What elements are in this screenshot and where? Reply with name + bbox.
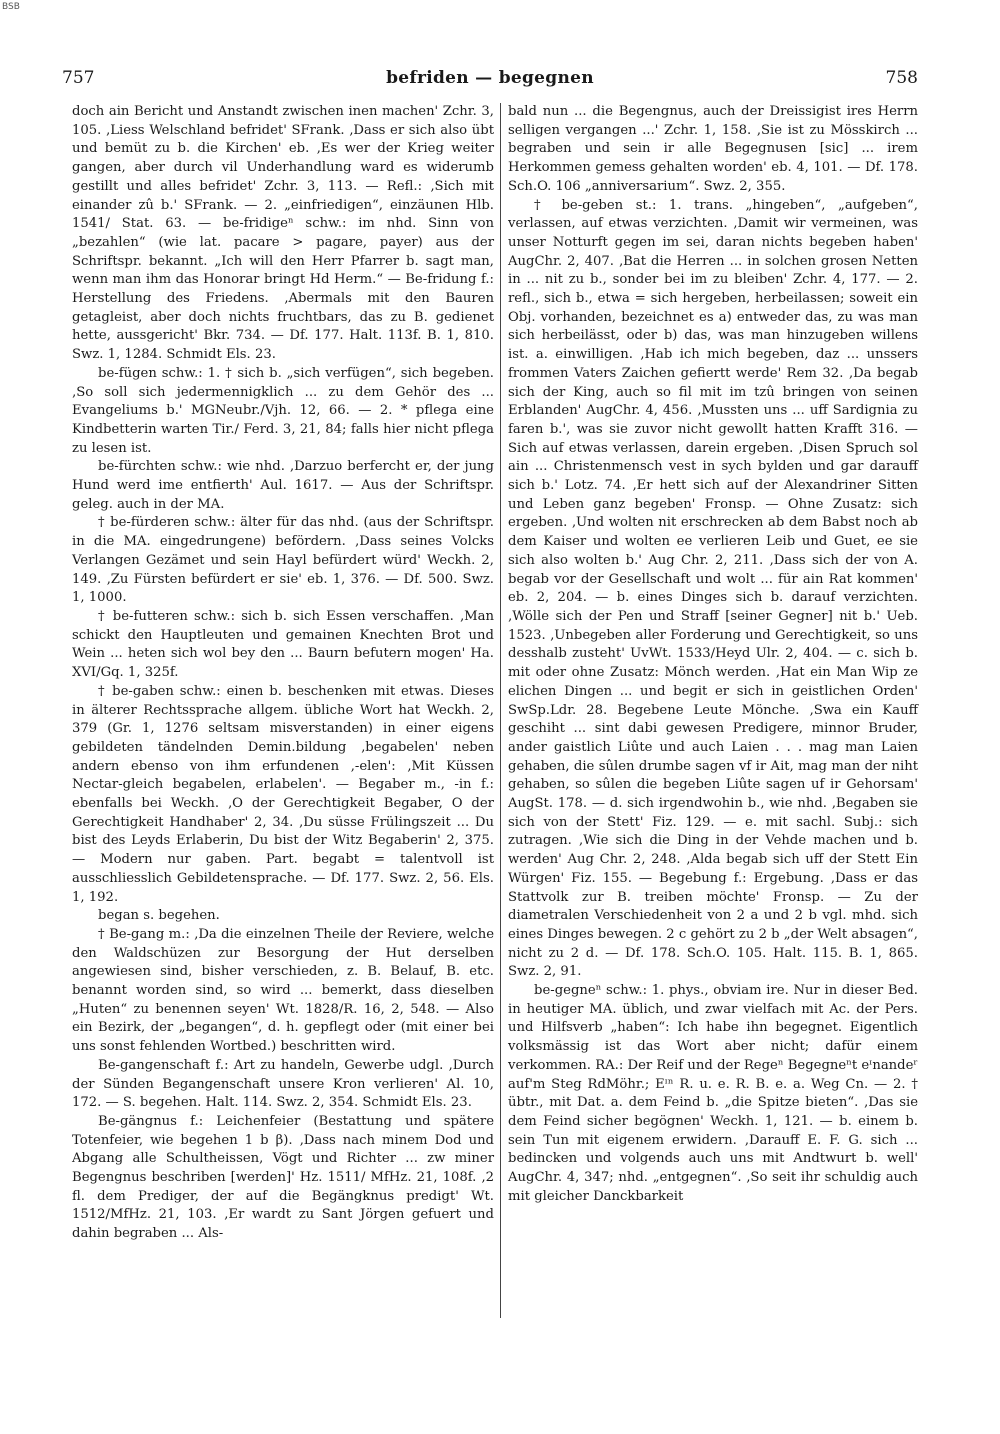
entry-befuerderen: † be-fürderen schw.: älter für das nhd. (aus der Schriftspr. in die MA. eingedrungene) befördern. ‚Dass seines Volcks Verlangen Gezämet und sein Hayl befürdert würd' Weckh. 2, 149. ‚Zu Fürsten befürdert er sie' eb. 1, 376. — Df. 500. Swz. 1, 1000. bbox=[72, 515, 494, 606]
entry-befutteren: † be-futteren schw.: sich b. sich Essen verschaffen. ‚Man schickt den Hauptleuten und gemainen Knechten Brot und Wein ... heten sich wol bey den ... Baurn befutern mogen' Ha. XVI/Gq. 1, 325f. bbox=[72, 608, 494, 681]
entry-befuegen: be-fügen schw.: 1. † sich b. „sich verfügen“, sich begeben. ‚So soll sich jedermennigklich ... zu dem Gehör des ... Evangeliums b.' MGNeubr./Vjh. 12, 66. — 2. * pflega eine Kindbetterin warten Tir./ Ferd. 3, 21, 84; falls hier nicht pflega zu lesen ist. bbox=[72, 365, 494, 456]
right-column bbox=[508, 103, 918, 1206]
entry-befuerchten: be-fürchten schw.: wie nhd. ‚Darzuo berfercht er, der jung Hund werd ime entfierth' Aul. 1617. — Aus der Schriftspr. geleg. auch in der MA. bbox=[72, 459, 494, 512]
entry-begangenschaft: Be-gangenschaft f.: Art zu handeln, Gewerbe udgl. ‚Durch der Sünden Begangenschaft unsere Kron verlieren' Al. 10, 172. — S. begehen. Halt. 114. Swz. 2, 354. Schmidt Els. 23. bbox=[72, 1057, 494, 1111]
entry-befriden: doch ain Bericht und Anstandt zwischen inen machen' Zchr. 3, 105. ‚Liess Welschland befridet' SFrank. ‚Dass er sich also übt und bemüt zu b. die Kirchen' eb. ‚Es wer der Krieg weiter gangen, aber durch vil Underhandlung ward es widerumb gestillt und alles befridet' Zchr. 3, 113. — Refl.: ‚Sich mit einander zû b.' SFrank. — 2. „einfriedigen“, einzäunen Hlb. 1541/ Stat. 63. — be-fridigeⁿ schw.: im nhd. Sinn von „bezahlen“ (wie lat. pacare > pagare, payer) aus der Schriftspr. bekannt. „Ich will den Herr Pfarrer b. sagt man, wenn man ihm das Honorar bringt Hd Herm.“ — Be-fridung f.: Herstellung des Friedens. ‚Abermals mit den Bauren getagleist, aber doch nichts fruchtbars, das zu B. gedienet hette, aussgericht' Bkr. 734. — Df. 177. Halt. 113f. B. 1, 810. Swz. 1, 1284. Schmidt Els. 23. bbox=[72, 104, 494, 363]
entry-begang: † Be-gang m.: ‚Da die einzelnen Theile der Reviere, welche den Waldschüzen zur Besorgung der Hut derselben angewiesen sind, bisher verschieden, z. B. Belauf, B. etc. benannt worden sind, so wird ... bemerkt, dass dieselben „Huten“ zu benennen seyen' Wt. 1828/R. 16, 2, 548. — Also ein Bezirk, der „begangen“, d. h. gepflegt oder (mit einer bei uns sonst fehlenden Wortbed.) beschritten wird. bbox=[72, 926, 494, 1055]
entry-begeben: † be-geben st.: 1. trans. „hingeben“, „aufgeben“, verlassen, auf etwas verzichten. ‚Damit wir vermeinen, was unser Notturft gegen im sei, daran nichts begeben haben' AugChr. 2, 407. ‚Bat die Herren ... in solchen grosen Netten in ... nit zu b., sonder bei im zu bleiben' Zchr. 4, 177. — 2. refl., sich b., etwa = sich hergeben, herbeilassen; soweit ein Obj. vorhanden, bezeichnet es a) entweder das, zu was man sich herbeilässt, oder b) das, was man hinzugeben willens ist. a. einwilligen. ‚Hab ich mich begeben, daz ... unssers frommen Vaters Zaichen gefiertt werde' Rem 32. ‚Da begab sich der King, auch so fil mit im tzû bringen von seinen Erblanden' AugChr. 4, 456. ‚Mussten uns ... uff Sardignia zu faren b.', was sie zuvor nicht gewollt hatten Krafft 316. — Sich auf etwas verlassen, darein ergeben. ‚Disen Spruch sol ain ... Christenmensch vest in sych bylden und gar darauff sich b.' Lotz. 74. ‚Er hett sich auf der Alexandriner Sitten und Leben ganz begeben' Fronsp. — Ohne Zusatz: sich ergeben. ‚Und wolten nit erschrecken ab dem Babst noch ab dem Kaiser und wolten ee verlieren Leib und Guet, ee sie sich also wolten b.' Aug Chr. 2, 211. ‚Dass sich der von A. begab vor der Gesellschaft und wolt ... für ain Rat kommen' eb. 2, 204. — b. eines Dinges sich b. darauf verzichten. ‚Wölle sich der Pen und Straff [seiner Gegner] nit b.' Ueb. 1523. ‚Unbegeben aller Forderung und Gerechtigkeit, so uns desshalb zusteht' UvWt. 1533/Heyd Ulr. 2, 404. — c. sich b. mit oder ohne Zusatz: Mönch werden. ‚Hat ein Man Wip ze elichen Dingen ... und begit er sich in geistlichen Orden' SwSp.Ldr. 28. Begebene Leute Mönche. ‚Swa ein Kauff geschiht ... sint dabi gewesen Predigere, minnor Bruder, ander gaistlich Liûte und auch Laien . . . mag man Laien gehaben, die sûlen drumbe sagen vf ir Ait, mag man der niht gehaben, so sûlen die begeben Liûte sagen uf ir Gehorsam' AugSt. 178. — d. sich irgendwohin b., wie nhd. ‚Begaben sie sich von der Stett' Fiz. 129. — e. mit sachl. Subj.: sich zutragen. ‚Wie sich die Ding in der Vehde machen und b. werden' Aug Chr. 2, 248. ‚Alda begab sich uff der Stett Ein Würgen' Fiz. 155. — Begebung f.: Ergebung. ‚Dass er das Stattvolk zur B. treiben möchte' Fronsp. — Zu der diametralen Verschiedenheit von 2 a und 2 b vgl. mhd. sich eines Dinges bewegen. 2 c gehört zu 2 b „der Welt absagen“, nicht zu 2 d. — Df. 178. Sch.O. 105. Halt. 115. B. 1, 865. Swz. 2, 91. bbox=[508, 197, 918, 980]
entry-begaengnus: Be-gängnus f.: Leichenfeier (Bestattung und spätere Totenfeier, wie begehen 1 b β). ‚Dass nach minem Dod und Abgang alle Schultheissen, Vögt und Richter ... zw miner Begengnus beschriben [werden]' Hz. 1511/ MfHz. 21, 108f. ‚2 fl. dem Prediger, der auf die Begängknus predigt' Wt. 1512/MfHz. 21, 103. ‚Er wardt zu Sant Jörgen gefuert und dahin begraben ... Als- bbox=[72, 1113, 494, 1242]
library-stamp: BSB bbox=[2, 2, 20, 12]
page-number-right: 758 bbox=[885, 68, 918, 88]
column-divider bbox=[500, 103, 501, 1318]
entry-begaben: † be-gaben schw.: einen b. beschenken mit etwas. Dieses in älterer Rechtssprache allgem. übliche Wort hat Weckh. 2, 379 (Gr. 1, 1276 seltsam misverstanden) in einer eigens gebildeten tändelnden Demin.bildung ‚begabelen' neben andern ebenso von ihm erfundenen ‚-elen': ‚Mit Küssen Nectar-gleich begabelen, erlabelen'. — Begaber m., -in f.: ebenfalls bei Weckh. ‚O der Gerechtigkeit Begaber, O der Gerechtigkeit Handhaber' 2, 34. ‚Du süsse Frülingszeit ... Du bist des Leyds Erlaberin, Du bist der Witz Begaberin' 2, 375. — Modern nur gaben. Part. begabt = talentvoll ist ausschliesslich Gebildetensprache. — Df. 177. Swz. 2, 56. Els. 1, 192. bbox=[72, 683, 494, 905]
page-number-left: 757 bbox=[62, 68, 95, 88]
running-head: befriden — begegnen bbox=[386, 68, 594, 88]
entry-begegnen: be-gegneⁿ schw.: 1. phys., obviam ire. Nur in dieser Bed. in heutiger MA. üblich, und zwar vielfach mit Ac. der Pers. und Hilfsverb „haben“: Ich habe ihn begegnet. Eigentlich volksmässig ist das Wort aber nicht; dafür einem verkommen. RA.: Der Reif und der Regeⁿ Begegneⁿt eᶦnandeʳ auf'm Steg RdMöhr.; Eᶦⁿ R. u. e. R. B. e. a. Weg Cn. — 2. † übtr., mit Dat. a. dem Feind b. „die Spitze bieten“. ‚Das sie dem Feind sicher begögnen' Weckh. 1, 121. — b. einem b. sein Tun mit eigenem erwidern. ‚Darauff E. F. G. sich ... bedincken und volgends auch uns mit Andtwurt b. well' AugChr. 4, 347; nhd. „entgegnen“. ‚So seit ihr schuldig auch mit gleicher Danckbarkeit bbox=[508, 983, 918, 1204]
entry-begaengnus-cont: bald nun ... die Begengnus, auch der Dreissigist ires Herrn selligen vergangen ...' Zchr. 1, 158. ‚Sie ist zu Mösskirch ... begraben und sein ir alle Begegnusen [sic] ... irem Herkommen gemess gehalten worden' eb. 4, 101. — Df. 178. Sch.O. 106 „anniversarium“. Swz. 2, 355. bbox=[508, 104, 918, 194]
left-column bbox=[72, 103, 494, 1244]
entry-began: began s. begehen. bbox=[98, 908, 220, 924]
page-header bbox=[62, 68, 918, 92]
